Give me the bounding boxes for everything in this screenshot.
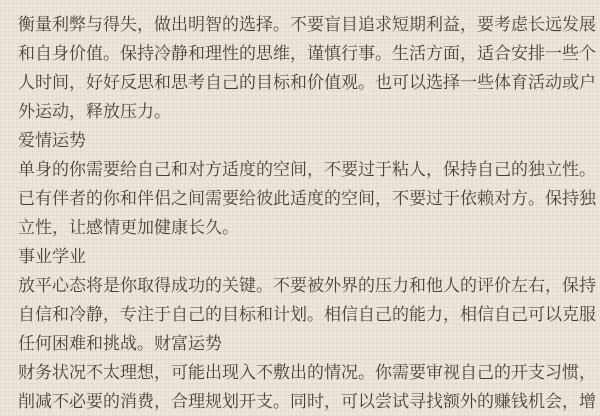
text-line: 和自身价值。保持冷静和理性的思维，谨慎行事。生活方面，适合安排一些个 (18, 44, 596, 63)
text-line: 单身的你需要给自己和对方适度的空间，不要过于粘人，保持自己的独立性。 (18, 160, 596, 179)
text-line: 财务状况不太理想，可能出现入不敷出的情况。你需要审视自己的开支习惯， (18, 363, 596, 382)
text-line: 已有伴者的你和伴侣之间需要给彼此适度的空间，不要过于依赖对方。保持独 (18, 189, 596, 208)
text-line: 放平心态将是你取得成功的关键。不要被外界的压力和他人的评价左右，保持 (18, 276, 596, 295)
text-line: 衡量利弊与得失，做出明智的选择。不要盲目追求短期利益，要考虑长远发展 (18, 15, 596, 34)
text-line-clipped: 削减不必要的消费，合理规划开支。同时，可以尝试寻找额外的赚钱机会，增 (18, 392, 596, 411)
section-heading-love: 爱情运势 (18, 131, 86, 150)
section-heading-career: 事业学业 (18, 247, 86, 266)
text-line: 自信和冷静，专注于自己的目标和计划。相信自己的能力，相信自己可以克服 (18, 305, 596, 324)
text-line-wealth-heading-inline: 任何困难和挑战。财富运势 (18, 334, 222, 353)
text-line: 立性，让感情更加健康长久。 (18, 218, 239, 237)
text-line: 外运动，释放压力。 (18, 102, 171, 121)
text-line: 人时间，好好反思和思考自己的目标和价值观。也可以选择一些体育活动或户 (18, 73, 596, 92)
